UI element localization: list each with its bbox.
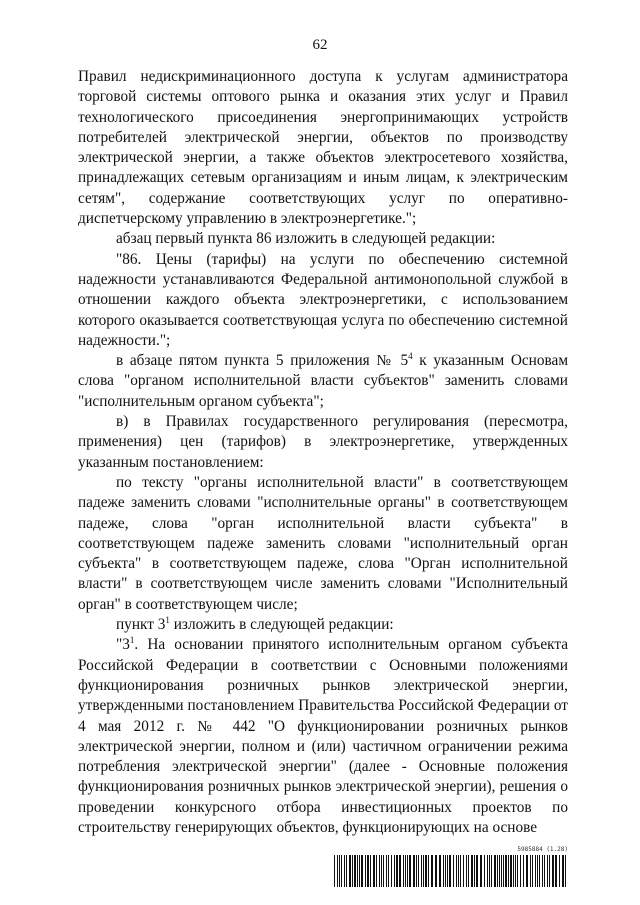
document-body [78,67,568,838]
barcode-image [334,855,568,887]
page-number: 62 [312,37,328,53]
superscript: 1 [129,635,135,646]
paragraph-text: в абзаце пятом пункта 5 приложения № 5 [116,352,409,370]
paragraph-text: по тексту "органы исполнительной власти" в соответствующем падеже заменить словами "исполнительные органы" в соответствующем падеже, слова "орган исполнительной власти субъекта" в соответствующем падеже заменить словами "исполнительный орган субъекта" в соответствующем падеже, слова "Орган исполнительной власти" в соответствующем числе заменить словами "Исполнительный орган" в соответствующем числе; [78,473,568,613]
paragraph-text: Правил недискриминационного доступа к услугам администратора торговой системы оптового рынка и оказания этих услуг и Правил технологического присоединения энергопринимающих устройств потребителей электрической энергии, объектов по производству электрической энергии, а также объектов электросетевого хозяйства, принадлежащих сетевым организациям и иным лицам, к электрическим сетям", содержание соответствующих услуг по оперативно-диспетчерскому управлению в электроэнергетике."; [78,68,568,228]
paragraph-text: изложить в следующей редакции: [169,616,394,634]
paragraph-text: "86. Цены (тарифы) на услуги по обеспечению системной надежности устанавливаются Федеральной антимонопольной службой в отношении каждого объекта электроэнергетики, с использованием которого оказывается соответствующая услуга по обеспечению системной надежности."; [78,250,568,349]
paragraph [78,412,568,473]
superscript: 4 [408,351,413,362]
paragraph [78,229,568,249]
paragraph [78,615,568,635]
paragraph [78,250,568,351]
paragraph-text: абзац первый пункта 86 изложить в следующей редакции: [116,230,496,248]
paragraph [78,473,568,615]
paragraph-text: к указанным Основам слова "органом исполнительной власти субъектов" заменить словами "исполнительным органом субъекта"; [78,352,569,410]
barcode-caption: 5985884 (1.28) [517,846,568,853]
paragraph-text: . На основании принятого исполнительным органом субъекта Российской Федерации в соответствии с Основными положениями функционирования розничных рынков электрической энергии, утвержденными постановлением Правительства Российской Федерации от 4 мая 2012 г. № 442 "О функционировании розничных рынков электрической энергии, полном и (или) частичном ограничении режима потребления электрической энергии" (далее - Основные положения функционирования розничных рынков электрической энергии), решения о проведении конкурсного отбора инвестиционных проектов по строительству генерирующих объектов, функционирующих на основе [78,636,568,836]
paragraph [78,67,568,229]
paragraph-text: "3 [116,636,130,654]
superscript: 1 [165,614,170,625]
paragraph [78,635,568,838]
paragraph-text: в) в Правилах государственного регулирования (пересмотра, применения) цен (тарифов) в электроэнергетике, утвержденных указанным постановлением: [78,413,568,471]
paragraph [78,351,568,412]
paragraph-text: пункт 3 [116,616,166,634]
